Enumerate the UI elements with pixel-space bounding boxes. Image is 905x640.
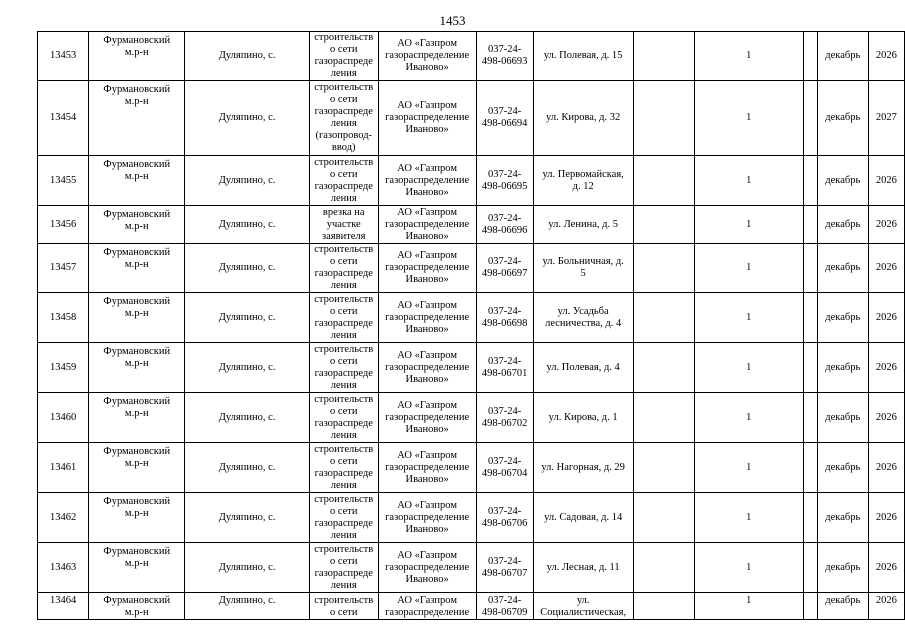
- cell-empty: [633, 393, 694, 443]
- cell-address: ул. Кирова, д. 32: [533, 81, 633, 156]
- cell-empty: [633, 81, 694, 156]
- cell-quantity: 1: [694, 244, 803, 293]
- cell-year: 2026: [868, 393, 904, 443]
- cell-empty: [633, 343, 694, 393]
- table-row: [38, 343, 905, 393]
- cell-work-type: строительств о сети газораспреде ления: [309, 32, 378, 81]
- cell-work-type: строительств о сети газораспреде ления: [309, 443, 378, 493]
- cell-row-number: 13454: [38, 81, 89, 156]
- cell-district: Фурмановский м.р-н: [89, 32, 185, 81]
- cell-year: 2026: [868, 32, 904, 81]
- cell-organization: АО «Газпром газораспределение Иваново»: [378, 393, 476, 443]
- cell-quantity: 1: [694, 156, 803, 206]
- cell-empty: [633, 493, 694, 543]
- cell-month: декабрь: [817, 81, 868, 156]
- cell-year: 2026: [868, 343, 904, 393]
- cell-application-code: 037-24- 498-06704: [476, 443, 533, 493]
- cell-empty: [803, 293, 817, 343]
- cell-month: декабрь: [817, 343, 868, 393]
- cell-empty: [633, 32, 694, 81]
- cell-row-number: 13458: [38, 293, 89, 343]
- cell-locality: Дуляпино, с.: [185, 81, 310, 156]
- cell-quantity: 1: [694, 543, 803, 593]
- table-row: [38, 543, 905, 593]
- cell-empty: [803, 32, 817, 81]
- cell-empty: [803, 206, 817, 244]
- cell-row-number: 13459: [38, 343, 89, 393]
- cell-row-number: 13457: [38, 244, 89, 293]
- cell-locality: Дуляпино, с.: [185, 206, 310, 244]
- cell-year: 2026: [868, 206, 904, 244]
- cell-district: Фурмановский м.р-н: [89, 293, 185, 343]
- cell-row-number: 13455: [38, 156, 89, 206]
- cell-empty: [633, 443, 694, 493]
- cell-work-type: строительств о сети газораспреде ления: [309, 156, 378, 206]
- cell-address: ул. Нагорная, д. 29: [533, 443, 633, 493]
- cell-quantity: 1: [694, 81, 803, 156]
- table-row: [38, 81, 905, 156]
- cell-application-code: 037-24- 498-06694: [476, 81, 533, 156]
- cell-organization: АО «Газпром газораспределение Иваново»: [378, 443, 476, 493]
- cell-month: декабрь: [817, 206, 868, 244]
- cell-month: декабрь: [817, 32, 868, 81]
- cell-quantity: 1: [694, 593, 803, 620]
- cell-year: 2026: [868, 156, 904, 206]
- cell-organization: АО «Газпром газораспределение Иваново»: [378, 81, 476, 156]
- cell-locality: Дуляпино, с.: [185, 393, 310, 443]
- cell-month: декабрь: [817, 543, 868, 593]
- cell-empty: [633, 293, 694, 343]
- cell-work-type: врезка на участке заявителя: [309, 206, 378, 244]
- cell-row-number: 13464: [38, 593, 89, 620]
- cell-address: ул. Лесная, д. 11: [533, 543, 633, 593]
- cell-application-code: 037-24- 498-06693: [476, 32, 533, 81]
- cell-organization: АО «Газпром газораспределение Иваново»: [378, 293, 476, 343]
- table-row: [38, 493, 905, 543]
- cell-empty: [803, 493, 817, 543]
- cell-empty: [803, 156, 817, 206]
- cell-district: Фурмановский м.р-н: [89, 593, 185, 620]
- cell-address: ул. Первомайская, д. 12: [533, 156, 633, 206]
- cell-row-number: 13456: [38, 206, 89, 244]
- cell-address: ул. Больничная, д. 5: [533, 244, 633, 293]
- cell-district: Фурмановский м.р-н: [89, 81, 185, 156]
- cell-quantity: 1: [694, 443, 803, 493]
- cell-year: 2026: [868, 244, 904, 293]
- table-row: [38, 393, 905, 443]
- cell-locality: Дуляпино, с.: [185, 543, 310, 593]
- cell-row-number: 13461: [38, 443, 89, 493]
- cell-district: Фурмановский м.р-н: [89, 493, 185, 543]
- cell-month: декабрь: [817, 443, 868, 493]
- cell-organization: АО «Газпром газораспределение Иваново»: [378, 493, 476, 543]
- table-row: [38, 156, 905, 206]
- cell-empty: [803, 393, 817, 443]
- cell-year: 2027: [868, 81, 904, 156]
- cell-application-code: 037-24- 498-06706: [476, 493, 533, 543]
- cell-work-type: строительств о сети газораспреде ления: [309, 493, 378, 543]
- cell-quantity: 1: [694, 206, 803, 244]
- page-number: 1453: [439, 13, 466, 28]
- cell-locality: Дуляпино, с.: [185, 343, 310, 393]
- cell-address: ул. Полевая, д. 15: [533, 32, 633, 81]
- cell-empty: [633, 593, 694, 620]
- cell-organization: АО «Газпром газораспределение Иваново»: [378, 32, 476, 81]
- cell-district: Фурмановский м.р-н: [89, 343, 185, 393]
- cell-district: Фурмановский м.р-н: [89, 156, 185, 206]
- cell-address: ул. Усадьба лесничества, д. 4: [533, 293, 633, 343]
- cell-district: Фурмановский м.р-н: [89, 393, 185, 443]
- cell-locality: Дуляпино, с.: [185, 156, 310, 206]
- cell-district: Фурмановский м.р-н: [89, 543, 185, 593]
- registry-table: [37, 31, 905, 620]
- cell-month: декабрь: [817, 593, 868, 620]
- cell-address: ул. Полевая, д. 4: [533, 343, 633, 393]
- cell-address: ул. Садовая, д. 14: [533, 493, 633, 543]
- cell-organization: АО «Газпром газораспределение: [378, 593, 476, 620]
- cell-empty: [803, 443, 817, 493]
- cell-year: 2026: [868, 543, 904, 593]
- table-row: [38, 443, 905, 493]
- cell-year: 2026: [868, 593, 904, 620]
- cell-work-type: строительств о сети газораспреде ления: [309, 343, 378, 393]
- cell-locality: Дуляпино, с.: [185, 443, 310, 493]
- cell-month: декабрь: [817, 393, 868, 443]
- cell-quantity: 1: [694, 343, 803, 393]
- cell-work-type: строительств о сети газораспреде ления: [309, 293, 378, 343]
- cell-empty: [633, 156, 694, 206]
- cell-empty: [803, 593, 817, 620]
- cell-application-code: 037-24- 498-06702: [476, 393, 533, 443]
- cell-application-code: 037-24- 498-06709: [476, 593, 533, 620]
- cell-address: ул. Социалистическая,: [533, 593, 633, 620]
- cell-work-type: строительств о сети газораспреде ления: [309, 543, 378, 593]
- table-row: [38, 593, 905, 620]
- cell-row-number: 13460: [38, 393, 89, 443]
- cell-organization: АО «Газпром газораспределение Иваново»: [378, 543, 476, 593]
- cell-empty: [803, 81, 817, 156]
- cell-row-number: 13453: [38, 32, 89, 81]
- cell-organization: АО «Газпром газораспределение Иваново»: [378, 343, 476, 393]
- cell-application-code: 037-24- 498-06707: [476, 543, 533, 593]
- cell-application-code: 037-24- 498-06698: [476, 293, 533, 343]
- cell-organization: АО «Газпром газораспределение Иваново»: [378, 206, 476, 244]
- cell-empty: [803, 543, 817, 593]
- cell-application-code: 037-24- 498-06695: [476, 156, 533, 206]
- cell-application-code: 037-24- 498-06701: [476, 343, 533, 393]
- cell-organization: АО «Газпром газораспределение Иваново»: [378, 156, 476, 206]
- cell-empty: [803, 343, 817, 393]
- cell-address: ул. Кирова, д. 1: [533, 393, 633, 443]
- cell-empty: [803, 244, 817, 293]
- table-row: [38, 244, 905, 293]
- cell-application-code: 037-24- 498-06697: [476, 244, 533, 293]
- cell-work-type: строительств о сети газораспреде ления: [309, 393, 378, 443]
- cell-month: декабрь: [817, 156, 868, 206]
- cell-quantity: 1: [694, 32, 803, 81]
- cell-empty: [633, 244, 694, 293]
- cell-month: декабрь: [817, 244, 868, 293]
- cell-quantity: 1: [694, 293, 803, 343]
- cell-application-code: 037-24- 498-06696: [476, 206, 533, 244]
- table-row: [38, 32, 905, 81]
- cell-empty: [633, 206, 694, 244]
- cell-month: декабрь: [817, 293, 868, 343]
- cell-locality: Дуляпино, с.: [185, 244, 310, 293]
- cell-month: декабрь: [817, 493, 868, 543]
- cell-locality: Дуляпино, с.: [185, 32, 310, 81]
- cell-locality: Дуляпино, с.: [185, 593, 310, 620]
- cell-row-number: 13462: [38, 493, 89, 543]
- cell-district: Фурмановский м.р-н: [89, 244, 185, 293]
- cell-empty: [633, 543, 694, 593]
- cell-quantity: 1: [694, 393, 803, 443]
- cell-year: 2026: [868, 493, 904, 543]
- cell-quantity: 1: [694, 493, 803, 543]
- table-row: [38, 206, 905, 244]
- cell-address: ул. Ленина, д. 5: [533, 206, 633, 244]
- cell-district: Фурмановский м.р-н: [89, 443, 185, 493]
- cell-work-type: строительств о сети газораспреде ления (газопровод- ввод): [309, 81, 378, 156]
- cell-organization: АО «Газпром газораспределение Иваново»: [378, 244, 476, 293]
- cell-work-type: строительств о сети: [309, 593, 378, 620]
- cell-locality: Дуляпино, с.: [185, 493, 310, 543]
- table-row: [38, 293, 905, 343]
- cell-work-type: строительств о сети газораспреде ления: [309, 244, 378, 293]
- cell-year: 2026: [868, 443, 904, 493]
- cell-locality: Дуляпино, с.: [185, 293, 310, 343]
- cell-row-number: 13463: [38, 543, 89, 593]
- cell-district: Фурмановский м.р-н: [89, 206, 185, 244]
- cell-year: 2026: [868, 293, 904, 343]
